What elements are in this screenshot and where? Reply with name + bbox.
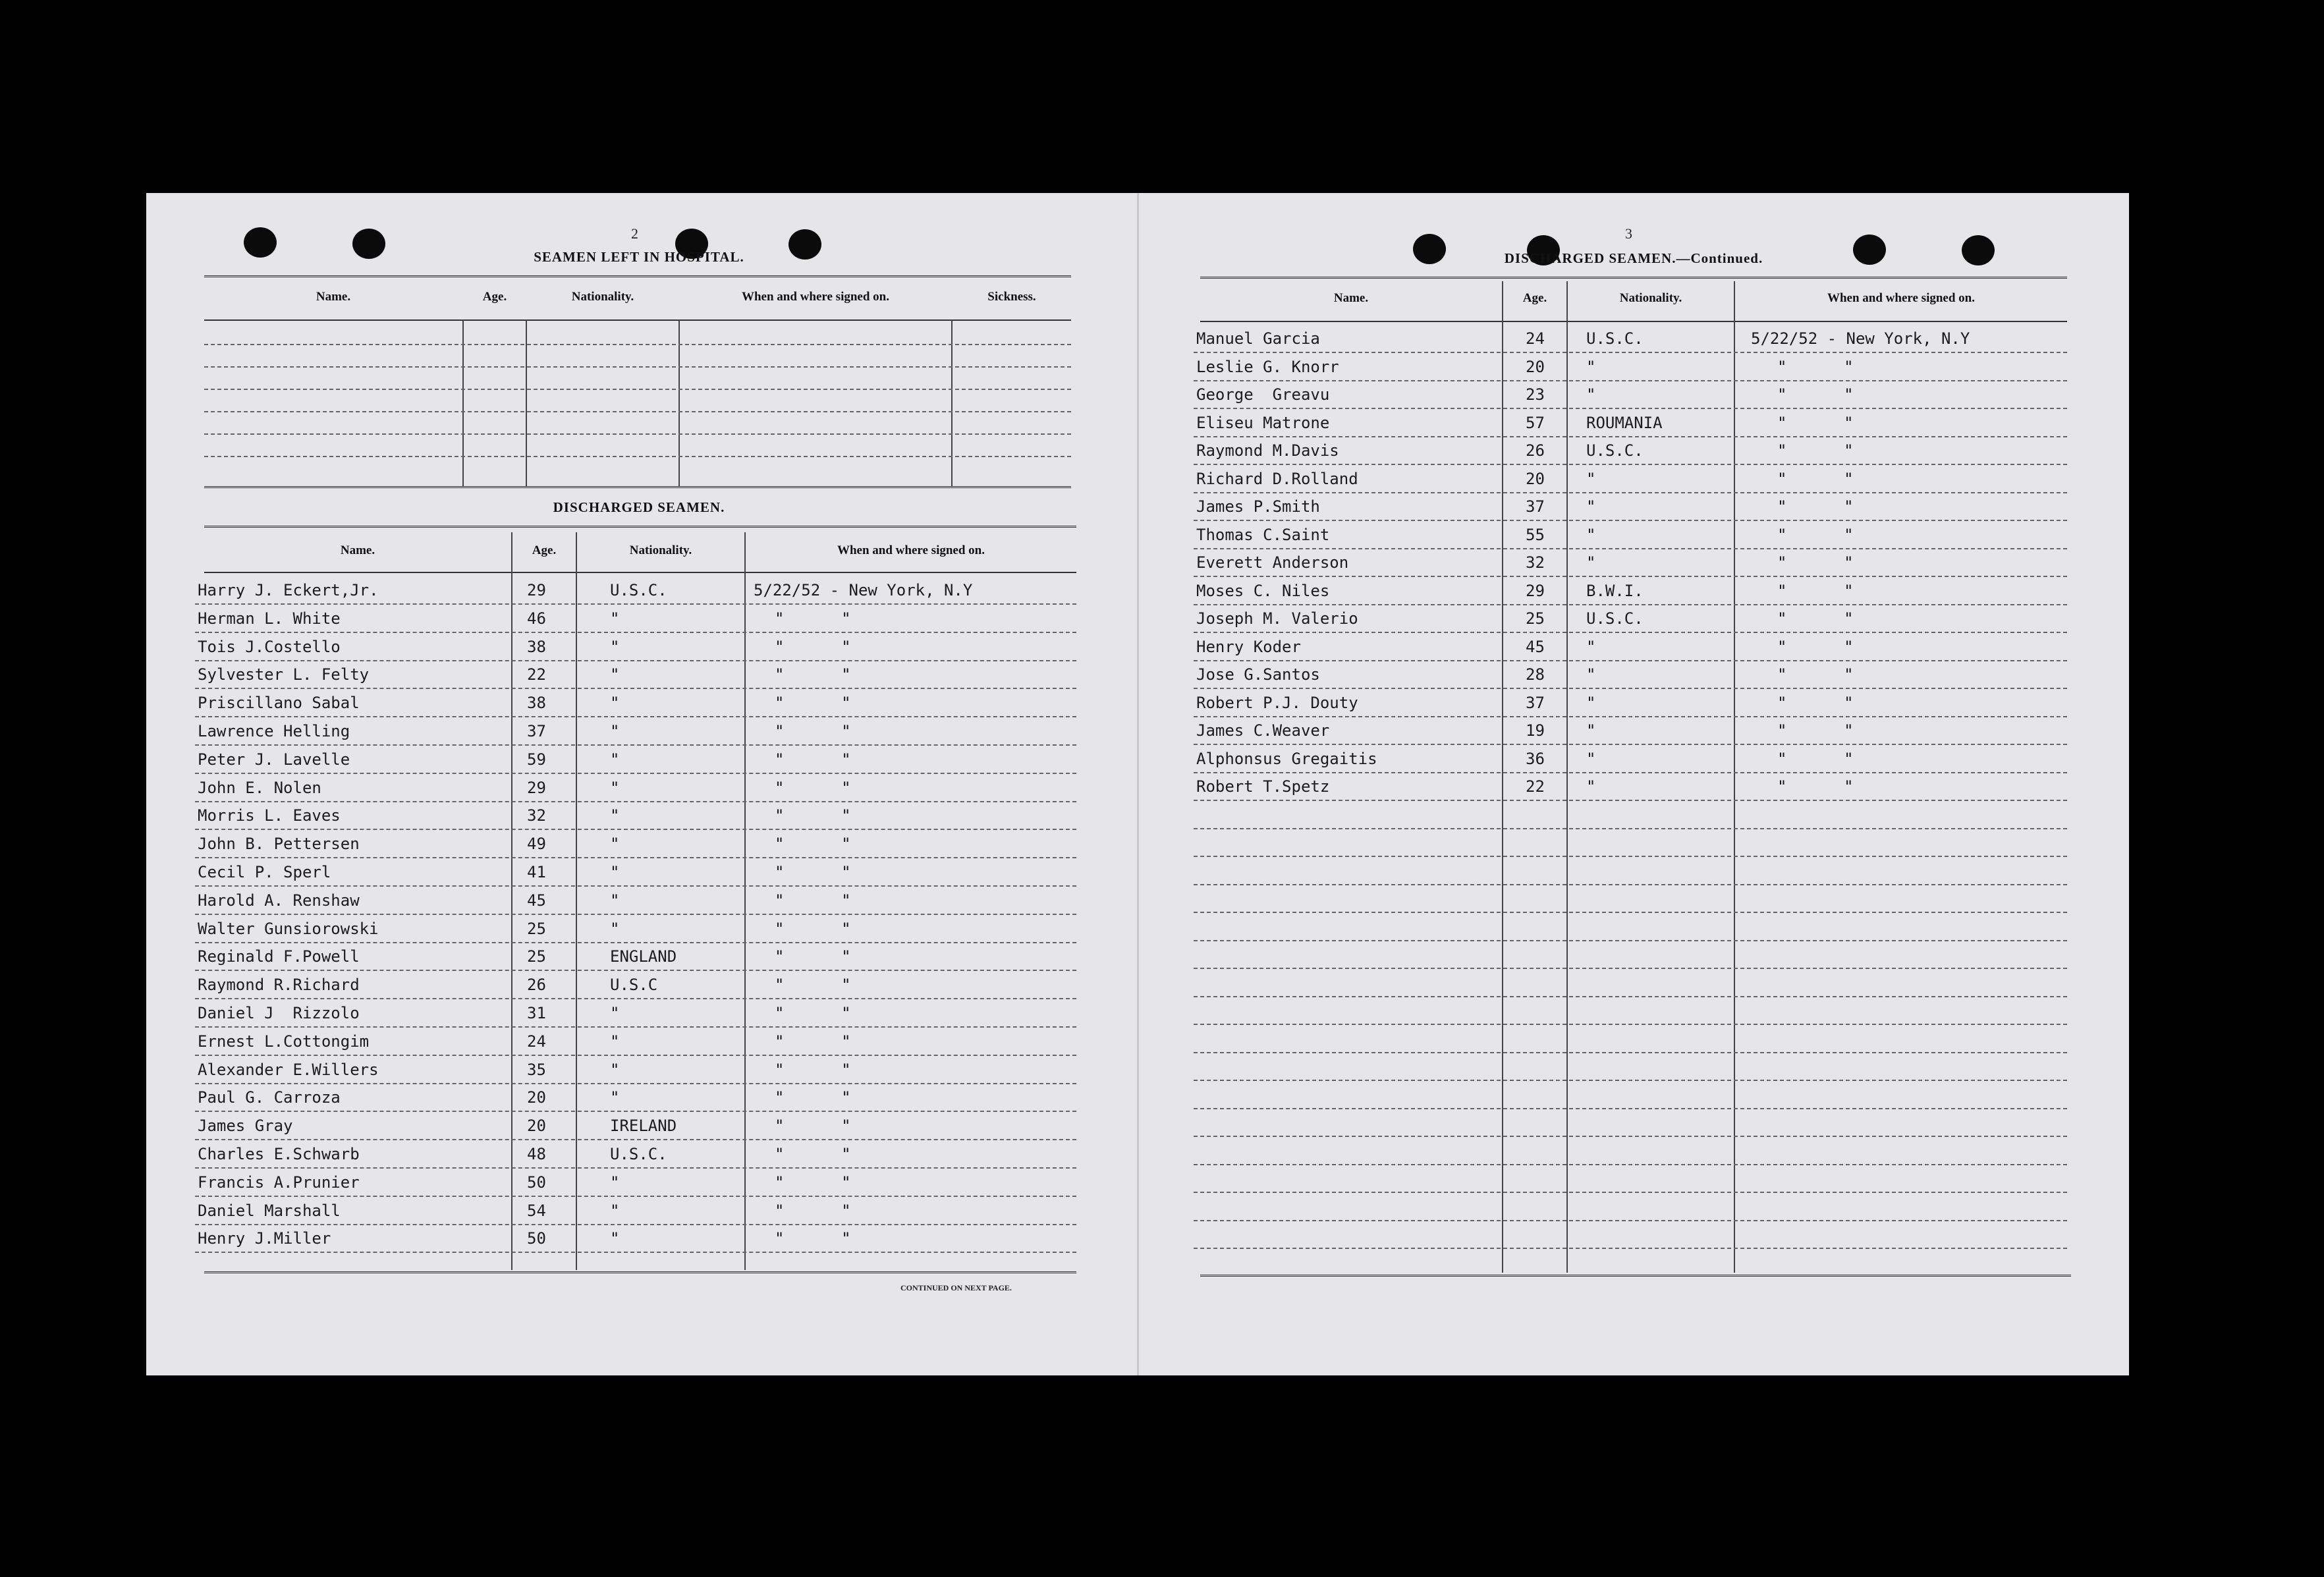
row-rule xyxy=(195,829,1076,830)
rule xyxy=(1200,1275,2071,1279)
seaman-signed-on: " " xyxy=(1777,469,1854,488)
row-rule xyxy=(1194,1164,2067,1165)
seaman-age: 23 xyxy=(1526,385,1545,404)
seaman-nationality: U.S.C. xyxy=(1586,441,1644,460)
row-rule xyxy=(195,1055,1076,1056)
row-rule xyxy=(1194,856,2067,857)
column-rule xyxy=(1502,281,1503,1273)
row-rule xyxy=(1194,688,2067,689)
right-header-age: Age. xyxy=(1522,291,1547,305)
seaman-name: Raymond M.Davis xyxy=(1196,441,1339,460)
seaman-nationality: " xyxy=(610,1201,620,1220)
seaman-age: 48 xyxy=(527,1145,546,1163)
row-rule xyxy=(1194,884,2067,885)
seaman-age: 54 xyxy=(527,1201,546,1220)
seaman-age: 37 xyxy=(1526,693,1545,712)
seaman-age: 37 xyxy=(1526,497,1545,516)
row-rule xyxy=(195,744,1076,746)
row-rule xyxy=(1194,1220,2067,1221)
seaman-nationality: " xyxy=(610,609,620,628)
hospital-header-nationality: Nationality. xyxy=(571,290,634,304)
row-rule xyxy=(195,914,1076,915)
row-rule xyxy=(195,1026,1076,1028)
seaman-signed-on: " " xyxy=(1777,413,1854,432)
seaman-name: Ernest L.Cottongim xyxy=(198,1032,370,1051)
seaman-age: 19 xyxy=(1526,721,1545,740)
seaman-age: 38 xyxy=(527,694,546,713)
seaman-name: Jose G.Santos xyxy=(1196,665,1320,684)
seaman-nationality: " xyxy=(610,835,620,854)
discharged-header-name: Name. xyxy=(340,543,375,557)
seaman-name: Manuel Garcia xyxy=(1196,329,1320,348)
row-rule xyxy=(1194,912,2067,913)
seaman-age: 28 xyxy=(1526,665,1545,684)
row-rule xyxy=(1194,520,2067,521)
row-rule xyxy=(204,344,1071,345)
seaman-age: 20 xyxy=(527,1088,546,1107)
seaman-nationality: " xyxy=(610,1088,620,1107)
seaman-name: Leslie G. Knorr xyxy=(1196,357,1339,376)
column-rule xyxy=(1734,281,1735,1273)
row-rule xyxy=(1194,604,2067,605)
seaman-nationality: " xyxy=(1586,385,1596,404)
seaman-name: John B. Pettersen xyxy=(198,835,360,854)
seaman-age: 32 xyxy=(1526,553,1545,572)
seaman-signed-on: " " xyxy=(1777,497,1854,516)
row-rule xyxy=(1194,1052,2067,1053)
seaman-signed-on: " " xyxy=(775,722,851,740)
seaman-age: 29 xyxy=(1526,581,1545,600)
seaman-age: 20 xyxy=(527,1117,546,1136)
right-header-nationality: Nationality. xyxy=(1619,291,1682,305)
seaman-name: James P.Smith xyxy=(1196,497,1320,516)
seaman-signed-on: " " xyxy=(775,863,851,881)
seaman-age: 22 xyxy=(1526,777,1545,796)
seaman-name: Paul G. Carroza xyxy=(198,1088,341,1107)
row-rule xyxy=(195,801,1076,802)
seaman-nationality: ENGLAND xyxy=(610,947,677,966)
seaman-nationality: " xyxy=(1586,637,1596,656)
column-rule xyxy=(744,532,746,1270)
row-rule xyxy=(195,885,1076,887)
seaman-name: Reginald F.Powell xyxy=(198,947,360,966)
rule xyxy=(204,572,1076,573)
seaman-signed-on: " " xyxy=(1777,749,1854,768)
row-rule xyxy=(1194,968,2067,969)
rule xyxy=(204,275,1071,279)
seaman-signed-on: " " xyxy=(1777,637,1854,656)
seaman-signed-on: " " xyxy=(775,1004,851,1022)
seaman-name: Alexander E.Willers xyxy=(198,1060,379,1079)
row-rule xyxy=(195,1167,1076,1169)
seaman-name: Morris L. Eaves xyxy=(198,806,341,825)
row-rule xyxy=(1194,1108,2067,1109)
row-rule xyxy=(1194,660,2067,661)
seaman-signed-on: " " xyxy=(775,835,851,854)
seaman-name: Daniel Marshall xyxy=(198,1201,341,1220)
seaman-signed-on: " " xyxy=(1777,581,1854,600)
row-rule xyxy=(195,688,1076,689)
seaman-signed-on: " " xyxy=(775,891,851,910)
seaman-nationality: " xyxy=(610,1229,620,1248)
seaman-signed-on: " " xyxy=(775,1032,851,1051)
seaman-nationality: " xyxy=(610,806,620,825)
row-rule xyxy=(195,1196,1076,1197)
row-rule xyxy=(1194,800,2067,801)
seaman-nationality: " xyxy=(1586,693,1596,712)
seaman-age: 49 xyxy=(527,835,546,854)
seaman-signed-on: " " xyxy=(775,919,851,938)
seaman-signed-on: " " xyxy=(1777,693,1854,712)
seaman-name: Richard D.Rolland xyxy=(1196,469,1358,488)
seaman-age: 50 xyxy=(527,1229,546,1248)
seaman-nationality: B.W.I. xyxy=(1586,581,1644,600)
seaman-name: Francis A.Prunier xyxy=(198,1173,360,1192)
row-rule xyxy=(195,660,1076,661)
seaman-age: 35 xyxy=(527,1060,546,1079)
seaman-nationality: " xyxy=(610,778,620,797)
seaman-signed-on: " " xyxy=(1777,777,1854,796)
seaman-age: 25 xyxy=(527,919,546,938)
seaman-name: Alphonsus Gregaitis xyxy=(1196,749,1377,768)
row-rule xyxy=(1194,1024,2067,1025)
seaman-nationality: " xyxy=(1586,665,1596,684)
seaman-nationality: " xyxy=(610,1032,620,1051)
seaman-age: 46 xyxy=(527,609,546,628)
right-header-name: Name. xyxy=(1333,291,1369,305)
row-rule xyxy=(1194,352,2067,353)
continued-note: CONTINUED ON NEXT PAGE. xyxy=(900,1283,1012,1292)
row-rule xyxy=(1194,1192,2067,1193)
punch-hole xyxy=(352,229,385,259)
row-rule xyxy=(1194,1080,2067,1081)
seaman-signed-on: " " xyxy=(775,1173,851,1192)
seaman-nationality: " xyxy=(610,1060,620,1079)
seaman-nationality: " xyxy=(1586,721,1596,740)
seaman-name: Eliseu Matrone xyxy=(1196,413,1330,432)
punch-hole xyxy=(1413,234,1446,264)
rule xyxy=(204,319,1071,321)
hospital-header-sickness: Sickness. xyxy=(987,290,1036,304)
hospital-header-age: Age. xyxy=(482,290,507,304)
seaman-name: Robert P.J. Douty xyxy=(1196,693,1358,712)
row-rule xyxy=(1194,464,2067,465)
row-rule xyxy=(204,366,1071,368)
seaman-signed-on: " " xyxy=(1777,553,1854,572)
punch-hole xyxy=(1853,235,1886,265)
seaman-nationality: " xyxy=(610,750,620,769)
seaman-name: Cecil P. Sperl xyxy=(198,863,331,881)
discharged-header-signed-on: When and where signed on. xyxy=(837,543,985,557)
row-rule xyxy=(204,411,1071,412)
seaman-signed-on: " " xyxy=(1777,609,1854,628)
row-rule xyxy=(204,456,1071,457)
hospital-header-name: Name. xyxy=(316,290,351,304)
seaman-signed-on: " " xyxy=(1777,525,1854,544)
seaman-nationality: " xyxy=(1586,553,1596,572)
seaman-signed-on: " " xyxy=(775,1088,851,1107)
seaman-signed-on: " " xyxy=(775,1060,851,1079)
seaman-name: Everett Anderson xyxy=(1196,553,1349,572)
seaman-nationality: " xyxy=(610,863,620,881)
seaman-name: Lawrence Helling xyxy=(198,722,350,740)
row-rule xyxy=(195,970,1076,971)
seaman-signed-on: " " xyxy=(775,1117,851,1136)
row-rule xyxy=(1194,548,2067,549)
seaman-name: Walter Gunsiorowski xyxy=(198,919,379,938)
row-rule xyxy=(1194,1248,2067,1249)
seaman-signed-on: 5/22/52 - New York, N.Y xyxy=(1751,329,1970,348)
punch-hole xyxy=(1962,235,1995,265)
seaman-nationality: " xyxy=(610,891,620,910)
seaman-age: 59 xyxy=(527,750,546,769)
seaman-name: Peter J. Lavelle xyxy=(198,750,350,769)
seaman-age: 20 xyxy=(1526,357,1545,376)
seaman-signed-on: " " xyxy=(775,778,851,797)
seaman-age: 50 xyxy=(527,1173,546,1192)
row-rule xyxy=(204,433,1071,435)
discharged-header-nationality: Nationality. xyxy=(629,543,692,557)
seaman-age: 45 xyxy=(527,891,546,910)
row-rule xyxy=(1194,380,2067,381)
seaman-age: 24 xyxy=(527,1032,546,1051)
seaman-name: Daniel J Rizzolo xyxy=(198,1004,360,1022)
seaman-name: Thomas C.Saint xyxy=(1196,525,1330,544)
row-rule xyxy=(195,942,1076,943)
seaman-age: 20 xyxy=(1526,469,1545,488)
seaman-nationality: " xyxy=(1586,497,1596,516)
seaman-nationality: U.S.C xyxy=(610,976,658,995)
rule xyxy=(204,486,1071,490)
row-rule xyxy=(195,773,1076,774)
seaman-signed-on: " " xyxy=(1777,665,1854,684)
seaman-name: Henry Koder xyxy=(1196,637,1301,656)
row-rule xyxy=(1194,632,2067,633)
right-header-signed-on: When and where signed on. xyxy=(1827,291,1975,305)
rule xyxy=(1200,277,2067,281)
seaman-signed-on: 5/22/52 - New York, N.Y xyxy=(754,581,973,599)
seaman-nationality: " xyxy=(610,722,620,740)
row-rule xyxy=(195,603,1076,605)
seaman-signed-on: " " xyxy=(1777,357,1854,376)
seaman-age: 26 xyxy=(1526,441,1545,460)
seaman-nationality: " xyxy=(610,694,620,713)
seaman-nationality: " xyxy=(610,637,620,656)
row-rule xyxy=(195,1083,1076,1084)
row-rule xyxy=(195,1252,1076,1253)
row-rule xyxy=(204,389,1071,390)
seaman-signed-on: " " xyxy=(775,1229,851,1248)
rule xyxy=(204,526,1076,530)
row-rule xyxy=(1194,576,2067,577)
row-rule xyxy=(195,1111,1076,1112)
row-rule xyxy=(195,857,1076,858)
rule xyxy=(204,1271,1076,1275)
seaman-signed-on: " " xyxy=(775,637,851,656)
seaman-age: 31 xyxy=(527,1004,546,1022)
seaman-signed-on: " " xyxy=(775,694,851,713)
seaman-nationality: " xyxy=(1586,357,1596,376)
seaman-nationality: " xyxy=(1586,749,1596,768)
row-rule xyxy=(1194,408,2067,409)
seaman-signed-on: " " xyxy=(775,1145,851,1163)
seaman-nationality: " xyxy=(1586,469,1596,488)
seaman-name: Harold A. Renshaw xyxy=(198,891,360,910)
row-rule xyxy=(1194,828,2067,829)
hospital-section-title: SEAMEN LEFT IN HOSPITAL. xyxy=(534,249,744,265)
seaman-age: 36 xyxy=(1526,749,1545,768)
seaman-name: Joseph M. Valerio xyxy=(1196,609,1358,628)
row-rule xyxy=(1194,772,2067,773)
seaman-name: George Greavu xyxy=(1196,385,1330,404)
seaman-nationality: " xyxy=(610,1004,620,1022)
row-rule xyxy=(1194,744,2067,745)
page-number-left: 2 xyxy=(631,225,638,242)
seaman-nationality: " xyxy=(610,1173,620,1192)
row-rule xyxy=(195,1224,1076,1225)
discharged-header-age: Age. xyxy=(532,543,557,557)
seaman-signed-on: " " xyxy=(775,806,851,825)
discharged-continued-title: DISCHARGED SEAMEN.—Continued. xyxy=(1504,250,1763,266)
seaman-age: 22 xyxy=(527,665,546,684)
seaman-age: 25 xyxy=(527,947,546,966)
seaman-name: Sylvester L. Felty xyxy=(198,665,370,684)
seaman-signed-on: " " xyxy=(775,609,851,628)
seaman-name: Moses C. Niles xyxy=(1196,581,1330,600)
seaman-nationality: U.S.C. xyxy=(610,581,667,599)
row-rule xyxy=(1194,940,2067,941)
page-number-right: 3 xyxy=(1625,225,1632,242)
seaman-signed-on: " " xyxy=(1777,385,1854,404)
seaman-nationality: " xyxy=(610,665,620,684)
hospital-header-signed-on: When and where signed on. xyxy=(741,290,889,304)
discharged-section-title: DISCHARGED SEAMEN. xyxy=(553,499,725,515)
seaman-name: Charles E.Schwarb xyxy=(198,1145,360,1163)
row-rule xyxy=(1194,1136,2067,1137)
column-rule xyxy=(511,532,512,1270)
seaman-age: 26 xyxy=(527,976,546,995)
seaman-nationality: IRELAND xyxy=(610,1117,677,1136)
seaman-name: James C.Weaver xyxy=(1196,721,1330,740)
seaman-nationality: U.S.C. xyxy=(1586,329,1644,348)
seaman-age: 37 xyxy=(527,722,546,740)
seaman-name: Raymond R.Richard xyxy=(198,976,360,995)
seaman-age: 41 xyxy=(527,863,546,881)
seaman-name: Henry J.Miller xyxy=(198,1229,331,1248)
seaman-nationality: " xyxy=(1586,777,1596,796)
seaman-age: 32 xyxy=(527,806,546,825)
seaman-name: Herman L. White xyxy=(198,609,341,628)
column-rule xyxy=(576,532,577,1270)
seaman-nationality: ROUMANIA xyxy=(1586,413,1663,432)
seaman-name: James Gray xyxy=(198,1117,293,1136)
row-rule xyxy=(195,1139,1076,1140)
seaman-signed-on: " " xyxy=(775,947,851,966)
seaman-age: 25 xyxy=(1526,609,1545,628)
row-rule xyxy=(195,632,1076,633)
page-fold xyxy=(1137,193,1139,1375)
seaman-nationality: " xyxy=(1586,525,1596,544)
seaman-signed-on: " " xyxy=(775,976,851,995)
seaman-age: 29 xyxy=(527,581,546,599)
seaman-age: 29 xyxy=(527,778,546,797)
row-rule xyxy=(195,716,1076,717)
seaman-name: Harry J. Eckert,Jr. xyxy=(198,581,379,599)
rule xyxy=(1200,321,2067,322)
seaman-signed-on: " " xyxy=(775,665,851,684)
row-rule xyxy=(1194,996,2067,997)
seaman-age: 38 xyxy=(527,637,546,656)
seaman-name: Tois J.Costello xyxy=(198,637,341,656)
seaman-age: 24 xyxy=(1526,329,1545,348)
seaman-name: Robert T.Spetz xyxy=(1196,777,1330,796)
seaman-nationality: U.S.C. xyxy=(610,1145,667,1163)
punch-hole xyxy=(244,227,277,258)
seaman-name: John E. Nolen xyxy=(198,778,321,797)
row-rule xyxy=(1194,436,2067,437)
seaman-age: 55 xyxy=(1526,525,1545,544)
seaman-nationality: " xyxy=(610,919,620,938)
column-rule xyxy=(1566,281,1568,1273)
seaman-signed-on: " " xyxy=(1777,441,1854,460)
seaman-signed-on: " " xyxy=(775,750,851,769)
row-rule xyxy=(1194,492,2067,493)
seaman-signed-on: " " xyxy=(775,1201,851,1220)
seaman-signed-on: " " xyxy=(1777,721,1854,740)
seaman-age: 57 xyxy=(1526,413,1545,432)
seaman-age: 45 xyxy=(1526,637,1545,656)
seaman-nationality: U.S.C. xyxy=(1586,609,1644,628)
row-rule xyxy=(195,998,1076,999)
row-rule xyxy=(1194,716,2067,717)
seaman-name: Priscillano Sabal xyxy=(198,694,360,713)
